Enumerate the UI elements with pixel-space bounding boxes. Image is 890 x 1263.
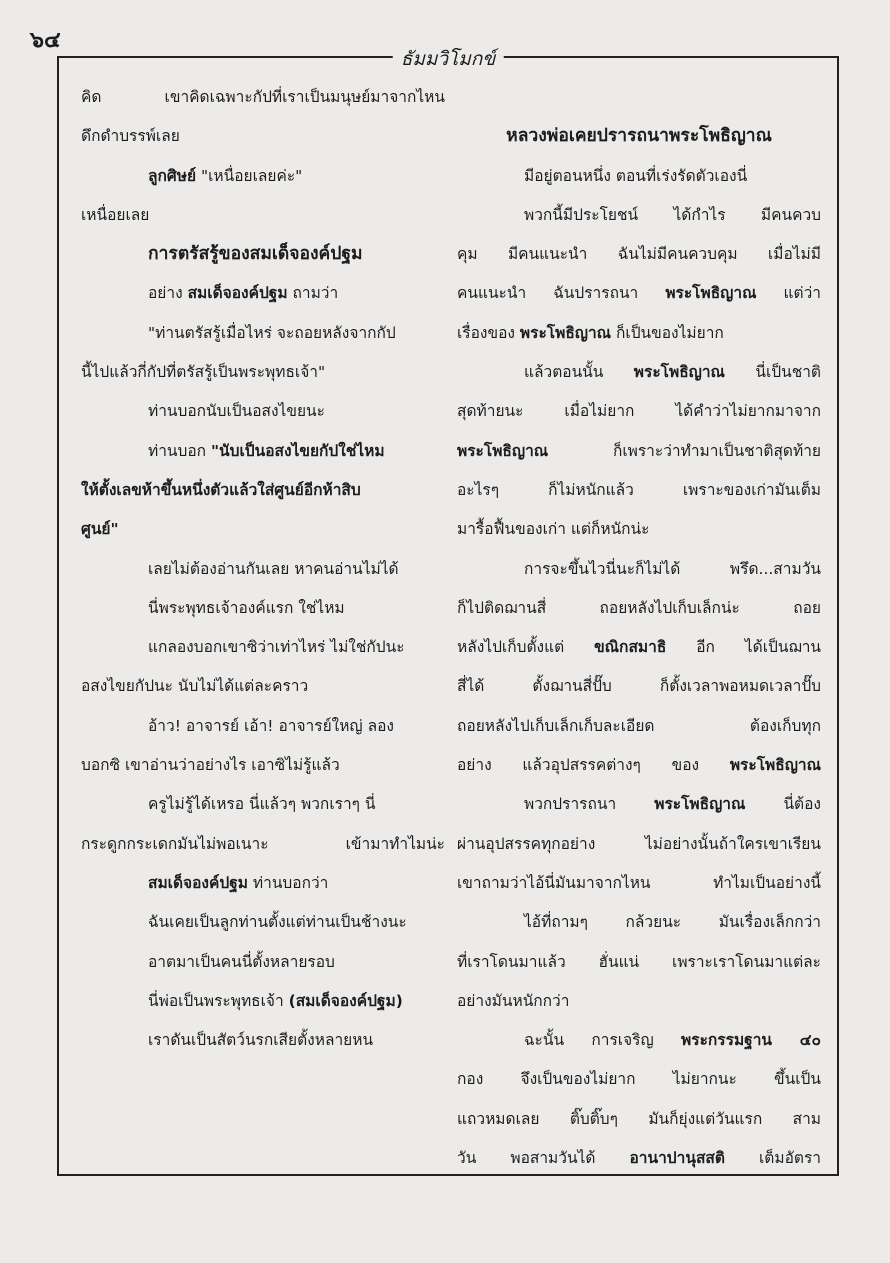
bold-term: พระโพธิญาณ: [665, 284, 757, 303]
text-line: [457, 432, 821, 471]
bold-term: สมเด็จองค์ปฐม: [148, 873, 248, 892]
text-span: อย่าง แล้วอุปสรรคต่างๆ ของ: [457, 756, 730, 775]
quote-text: "เหนื่อยเลยค่ะ": [196, 166, 303, 185]
text-line: คิด เขาคิดเฉพาะกัปที่เราเป็นมนุษย์มาจากไหน: [81, 88, 445, 106]
text-line: [457, 628, 821, 667]
bold-term: พระโพธิญาณ: [633, 363, 725, 382]
bold-term: ขณิกสมาธิ: [594, 638, 667, 657]
text-span: วัน พอสามวันได้: [457, 1149, 630, 1168]
text-line: [81, 864, 445, 903]
text-span: อย่าง: [148, 284, 188, 303]
text-line: สี่ได้ ตั้งฌานสี่ปั๊บ ก็ตั้งเวลาพอหมดเวลาปั๊บ: [457, 677, 821, 696]
text-line: [457, 353, 821, 392]
page-frame: [57, 48, 839, 1176]
bold-term: พระโพธิญาณ: [519, 323, 612, 342]
text-line: นี่พระพุทธเจ้าองค์แรก ใช่ไหม: [148, 598, 345, 617]
bold-term: พระโพธิญาณ: [457, 441, 549, 460]
bold-line: ให้ตั้งเลขห้าขึ้นหนึ่งตัวแล้วใส่ศูนย์อีกห้าสิบ: [81, 480, 361, 499]
text-line: เหนื่อยเลย: [81, 205, 150, 224]
text-line: [457, 746, 821, 785]
text-line: ถอยหลังไปเก็บเล็กเก็บละเอียด ต้องเก็บทุก: [457, 716, 821, 735]
bold-term: พระกรรมฐาน ๔๐: [681, 1031, 821, 1050]
text-line: [457, 274, 821, 313]
text-line: มารื้อฟื้นของเก่า แต่ก็หนักน่ะ: [457, 520, 650, 539]
text-line: การจะขึ้นไวนี่นะก็ไม่ได้ พรึด...สามวัน: [524, 559, 821, 578]
text-span: ก็เป็นของไม่ยาก: [611, 323, 724, 342]
text-span: อีก ได้เป็นฌาน: [666, 638, 821, 657]
text-line: แถวหมดเลย ติ๊บติ๊บๆ มันก็ยุ่งแต่วันแรก สาม: [457, 1109, 821, 1128]
text-line: เราดันเป็นสัตว์นรกเสียตั้งหลายหน: [148, 1031, 374, 1050]
text-line: นี้ไปแล้วกี่กัปที่ตรัสรู้เป็นพระพุทธเจ้า": [81, 363, 326, 382]
text-span: คนแนะนำ ฉันปรารถนา: [457, 284, 666, 303]
text-line: [457, 314, 821, 353]
running-header: ธัมมวิโมกข์: [393, 44, 504, 74]
text-span: นี่เป็นชาติ: [724, 363, 821, 382]
bold-term: สมเด็จองค์ปฐม: [187, 284, 288, 303]
text-line: เลยไม่ต้องอ่านกันเลย หาคนอ่านไม่ได้: [148, 559, 399, 578]
text-line: ไอ้ที่ถามๆ กล้วยนะ มันเรื่องเล็กกว่า: [524, 913, 821, 932]
text-line: ที่เราโดนมาแล้ว ฮั่นแน่ เพราะเราโดนมาแต่ละ: [457, 952, 821, 971]
text-span: เรื่องของ: [457, 323, 520, 342]
bold-term: พระโพธิญาณ: [729, 756, 821, 775]
section-heading: หลวงพ่อเคยปรารถนาพระโพธิญาณ: [506, 126, 772, 147]
text-line: กอง จึงเป็นของไม่ยาก ไม่ยากนะ ขึ้นเป็น: [457, 1070, 821, 1089]
text-line: อ้าว! อาจารย์ เอ้า! อาจารย์ใหญ่ ลอง: [148, 716, 394, 735]
text-span: ก็เพราะว่าทำมาเป็นชาติสุดท้าย: [548, 441, 821, 460]
text-span: ท่านบอกว่า: [247, 873, 329, 892]
text-line: [457, 785, 821, 824]
text-line: ดึกดำบรรพ์เลย: [81, 127, 180, 146]
text-span: เต็มอัตรา: [724, 1149, 821, 1168]
text-line: [457, 1021, 821, 1060]
text-line: [81, 157, 445, 196]
text-line: [81, 432, 445, 471]
bold-line: ศูนย์": [81, 520, 119, 539]
text-line: ท่านบอกนับเป็นอสงไขยนะ: [148, 402, 325, 421]
text-line: [81, 274, 445, 313]
text-line: [81, 982, 445, 1021]
text-line: มีอยู่ตอนหนึ่ง ตอนที่เร่งรัดตัวเองนี่: [524, 166, 748, 185]
text-span: แล้วตอนนั้น: [524, 363, 634, 382]
page-number: ๖๔: [30, 27, 61, 53]
section-heading: การตรัสรู้ของสมเด็จองค์ปฐม: [148, 244, 363, 265]
text-line: ก็ไปติดฌานสี่ ถอยหลังไปเก็บเล็กน่ะ ถอย: [457, 598, 821, 617]
text-line: [457, 1139, 821, 1178]
text-line: บอกซิ เขาอ่านว่าอย่างไร เอาซิไม่รู้แล้ว: [81, 756, 340, 775]
text-line: "ท่านตรัสรู้เมื่อไหร่ จะถอยหลังจากกัป: [148, 323, 396, 342]
text-line: อสงไขยกัปนะ นับไม่ได้แต่ละคราว: [81, 677, 309, 696]
text-line: พวกนี้มีประโยชน์ ได้กำไร มีคนควบ: [524, 205, 821, 224]
bold-term: อานาปานุสสติ: [629, 1149, 725, 1168]
text-span: ถามว่า: [287, 284, 339, 303]
speaker-label: ลูกศิษย์: [148, 166, 197, 185]
text-line: คุม มีคนแนะนำ ฉันไม่มีคนควบคุม เมื่อไม่มี: [457, 245, 821, 264]
text-line: อะไรๆ ก็ไม่หนักแล้ว เพราะของเก่ามันเต็ม: [457, 480, 821, 499]
text-line: กระดูกกระเดกมันไม่พอเนาะ เข้ามาทำไมน่ะ: [81, 834, 445, 853]
bold-quote: "นับเป็นอสงไขยกัปใช่ไหม: [210, 441, 385, 460]
text-line: [457, 78, 821, 117]
text-span: ท่านบอก: [148, 441, 211, 460]
text-line: เขาถามว่าไอ้นี่มันมาจากไหน ทำไมเป็นอย่างนี้: [457, 873, 821, 892]
text-line: สุดท้ายนะ เมื่อไม่ยาก ได้คำว่าไม่ยากมาจาก: [457, 402, 821, 421]
bold-term: พระโพธิญาณ: [654, 795, 746, 814]
text-span: พวกปรารถนา: [524, 795, 655, 814]
text-line: ครูไม่รู้ได้เหรอ นี่แล้วๆ พวกเราๆ นี่: [148, 795, 376, 814]
text-span: นี่พ่อเป็นพระพุทธเจ้า: [148, 991, 289, 1010]
text-line: แกลองบอกเขาซิว่าเท่าไหร่ ไม่ใช่กัปนะ: [148, 638, 405, 657]
text-line: อย่างมันหนักกว่า: [457, 991, 570, 1010]
text-span: นี่ต้อง: [745, 795, 821, 814]
text-line: ผ่านอุปสรรคทุกอย่าง ไม่อย่างนั้นถ้าใครเขาเรียน: [457, 834, 821, 853]
right-column: [457, 78, 821, 1178]
text-span: หลังไปเก็บตั้งแต่: [457, 638, 595, 657]
text-span: แต่ว่า: [756, 284, 821, 303]
text-line: อาตมาเป็นคนนี่ตั้งหลายรอบ: [148, 952, 335, 971]
text-span: ฉะนั้น การเจริญ: [524, 1031, 682, 1050]
left-column: [81, 78, 445, 1060]
text-line: ฉันเคยเป็นลูกท่านตั้งแต่ท่านเป็นช้างนะ: [148, 913, 407, 932]
bold-term: (สมเด็จองค์ปฐม): [288, 991, 403, 1010]
